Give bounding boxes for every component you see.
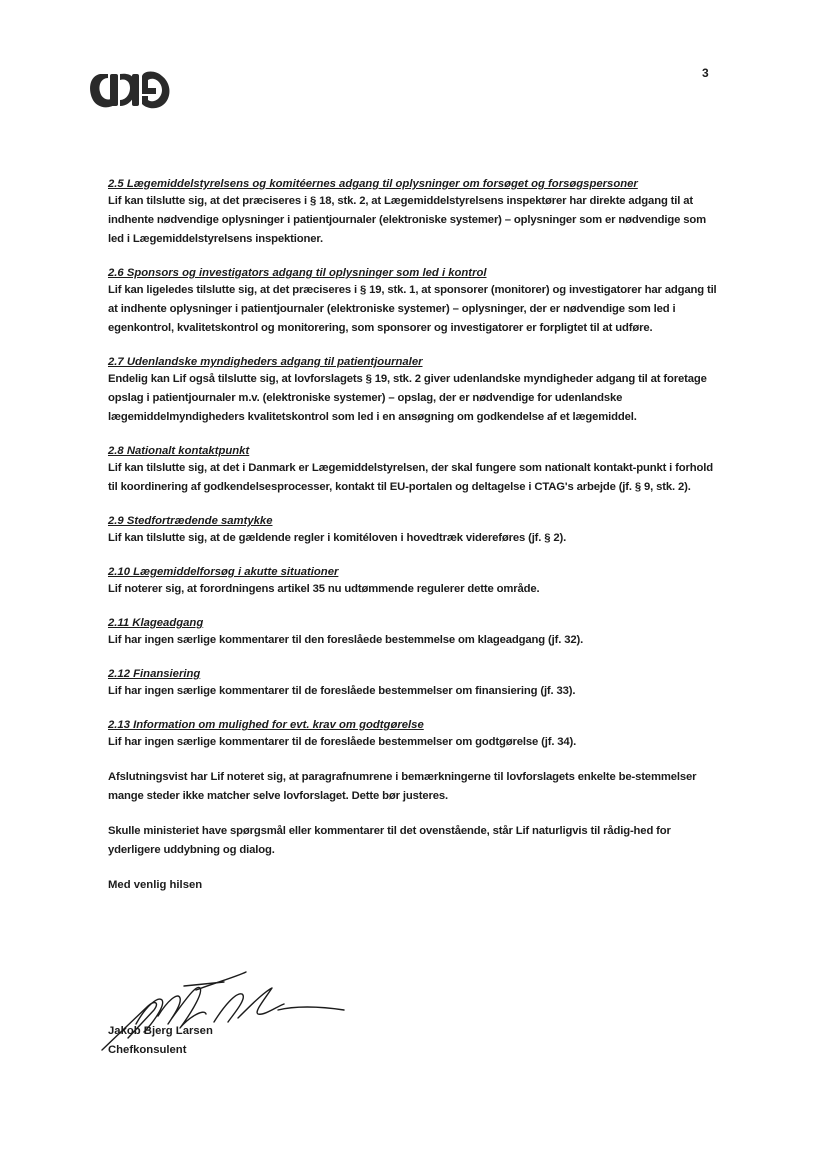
- section-2-8: [108, 443, 718, 497]
- section-text: Lif har ingen særlige kommentarer til den foreslåede bestemmelse om klageadgang (jf. 32).: [108, 634, 584, 646]
- section-heading: 2.12 Finansiering: [108, 668, 201, 680]
- greeting: Med venlig hilsen: [108, 879, 203, 891]
- section-2-9: [108, 513, 718, 548]
- section-text: Lif har ingen særlige kommentarer til de foreslåede bestemmelser om finansiering (jf. 33).: [108, 685, 576, 697]
- section-heading: 2.8 Nationalt kontaktpunkt: [108, 445, 250, 457]
- section-text: Lif noterer sig, at forordningens artikel 35 nu udtømmende regulerer dette område.: [108, 583, 540, 595]
- lif-logo: [88, 66, 178, 116]
- letter-body: [108, 176, 718, 895]
- section-heading: 2.7 Udenlandske myndigheders adgang til patientjournaler: [108, 356, 423, 368]
- section-heading: 2.5 Lægemiddelstyrelsens og komitéernes adgang til oplysninger om forsøget og forsøgspersoner: [108, 178, 638, 190]
- section-text: Endelig kan Lif også tilslutte sig, at lovforslagets § 19, stk. 2 giver udenlandske myndigheder adgang til at foretage opslag i patientjournaler m.v. (elektroniske systemer) – opslag, der er nødvendige for udenlandske lægemiddelmyndigheders kvalitetskontrol som led i en ansøgning om godkendelse af et lægemiddel.: [108, 373, 707, 423]
- section-2-10: [108, 564, 718, 599]
- closing-paragraph: Afslutningsvist har Lif noteret sig, at paragrafnumrene i bemærkningerne til lovforslagets enkelte be-stemmelser mange steder ikke matcher selve lovforslaget. Dette bør justeres.: [108, 771, 697, 802]
- closing-paragraph: Skulle ministeriet have spørgsmål eller kommentarer til det ovenstående, står Lif naturligvis til rådig-hed for yderligere uddybning og dialog.: [108, 825, 671, 856]
- section-2-5: [108, 176, 718, 249]
- page-number: 3: [702, 66, 709, 80]
- section-heading: 2.11 Klageadgang: [108, 617, 204, 629]
- section-2-6: [108, 265, 718, 338]
- section-text: Lif kan tilslutte sig, at det i Danmark er Lægemiddelstyrelsen, der skal fungere som nationalt kontakt-punkt i forhold til koordinering af godkendelsesprocesser, kontakt til EU-portalen og deltagelse i CTAG's arbejde (jf. § 9, stk. 2).: [108, 462, 714, 493]
- section-text: Lif kan tilslutte sig, at de gældende regler i komitéloven i hovedtræk videreføres (jf. § 2).: [108, 532, 567, 544]
- section-text: Lif kan tilslutte sig, at det præciseres i § 18, stk. 2, at Lægemiddelstyrelsens inspektører har direkte adgang til at indhente nødvendige oplysninger i patientjournaler (elektroniske systemer) – oplysninger som er nødvendige som led i Lægemiddelstyrelsens inspektioner.: [108, 195, 707, 245]
- section-heading: 2.13 Information om mulighed for evt. krav om godtgørelse: [108, 719, 424, 731]
- section-heading: 2.6 Sponsors og investigators adgang til oplysninger som led i kontrol: [108, 267, 487, 279]
- signer-name: Jakob Bjerg Larsen: [108, 1025, 213, 1037]
- section-2-7: [108, 354, 718, 427]
- section-text: Lif har ingen særlige kommentarer til de foreslåede bestemmelser om godtgørelse (jf. 34).: [108, 736, 577, 748]
- section-heading: 2.10 Lægemiddelforsøg i akutte situationer: [108, 566, 339, 578]
- section-heading: 2.9 Stedfortrædende samtykke: [108, 515, 273, 527]
- section-2-12: [108, 666, 718, 701]
- section-text: Lif kan ligeledes tilslutte sig, at det præciseres i § 19, stk. 1, at sponsorer (monitorer) og investigatorer har adgang til at indhente oplysninger i patientjournaler (elektroniske systemer) – oplysninger, der er nødvendige som led i egenkontrol, kvalitetskontrol og monitorering, som sponsorer og investigatorer er forpligtet til at udføre.: [108, 284, 717, 334]
- signer-title: Chefkonsulent: [108, 1044, 187, 1056]
- section-2-13: [108, 717, 718, 752]
- section-2-11: [108, 615, 718, 650]
- lif-logo-icon: [88, 66, 178, 116]
